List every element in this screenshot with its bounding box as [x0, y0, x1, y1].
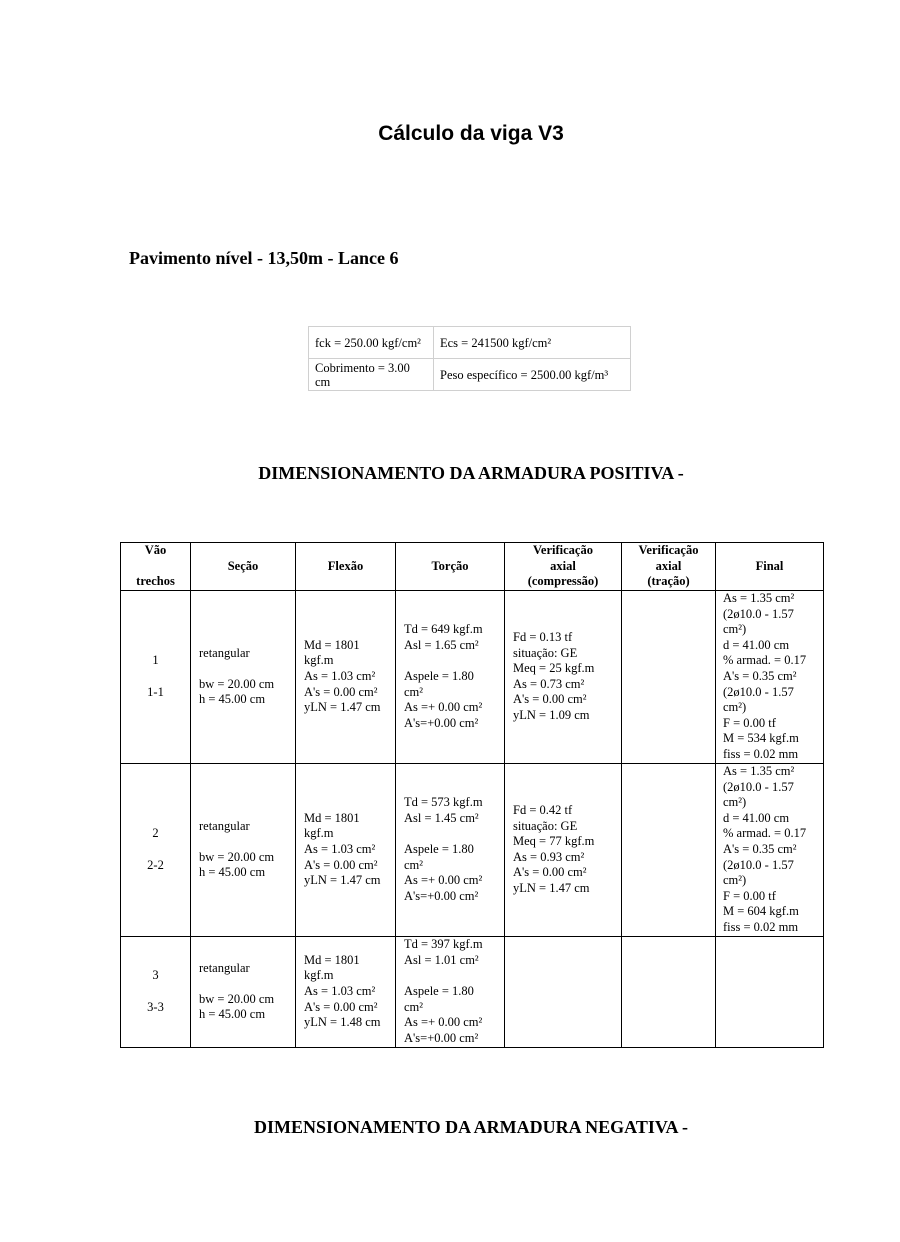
- compressao-cell: [505, 590, 622, 763]
- header-text: Verificação: [638, 543, 699, 557]
- asl-value: Asl = 1.65 cm²: [404, 637, 479, 652]
- vao-cell: [121, 936, 191, 1047]
- final-cell: [716, 936, 824, 1047]
- fd-value: Fd = 0.13 tf: [513, 630, 573, 644]
- as-linha-torcao-value: A's=+0.00 cm²: [404, 1030, 479, 1045]
- header-trechos: trechos: [136, 574, 175, 589]
- as-value: As = 1.03 cm²: [304, 668, 376, 683]
- table-header-row: [121, 543, 824, 591]
- table-row: [121, 936, 824, 1047]
- final-line: (2ø10.0 - 1.57 cm²): [723, 684, 794, 715]
- trecho-label: 1-1: [147, 684, 164, 699]
- as-value: As = 1.03 cm²: [304, 841, 376, 856]
- as-linha-compressao-value: A's = 0.00 cm²: [513, 692, 587, 707]
- secao-tipo: retangular: [199, 645, 250, 660]
- secao-cell: [191, 936, 296, 1047]
- vao-number: 2: [152, 826, 159, 841]
- situacao-value: situação: GE: [513, 645, 578, 660]
- final-line: d = 41.00 cm: [723, 810, 790, 825]
- header-flexao: Flexão: [296, 543, 396, 591]
- as-value: As = 1.03 cm²: [304, 983, 376, 998]
- final-line: F = 0.00 tf: [723, 888, 776, 903]
- as-torcao-value: As =+ 0.00 cm²: [404, 700, 483, 715]
- fck-cell: fck = 250.00 kgf/cm²: [309, 327, 434, 359]
- h-value: h = 45.00 cm: [199, 1007, 266, 1022]
- md-value: Md = 1801 kgf.m: [304, 952, 360, 983]
- header-vao: Vão: [144, 543, 167, 557]
- meq-value: Meq = 25 kgf.m: [513, 661, 595, 676]
- flexao-cell: [296, 590, 396, 763]
- compressao-cell: [505, 763, 622, 936]
- final-line: d = 41.00 cm: [723, 637, 790, 652]
- final-line: As = 1.35 cm²: [723, 764, 795, 779]
- header-verificacao-compressao: [505, 543, 622, 591]
- yln-value: yLN = 1.48 cm: [304, 1015, 381, 1030]
- table-row: [121, 590, 824, 763]
- final-line: (2ø10.0 - 1.57 cm²): [723, 606, 794, 637]
- tracao-cell: [622, 590, 716, 763]
- final-line: (2ø10.0 - 1.57 cm²): [723, 779, 794, 810]
- asl-value: Asl = 1.45 cm²: [404, 810, 479, 825]
- bw-value: bw = 20.00 cm: [199, 849, 275, 864]
- vao-number: 3: [152, 968, 159, 983]
- aspele-value: Aspele = 1.80 cm²: [404, 983, 474, 1014]
- tracao-cell: [622, 763, 716, 936]
- header-text: (compressão): [527, 574, 599, 589]
- meq-value: Meq = 77 kgf.m: [513, 834, 595, 849]
- torcao-cell: [396, 936, 505, 1047]
- tracao-cell: [622, 936, 716, 1047]
- h-value: h = 45.00 cm: [199, 692, 266, 707]
- cobrimento-cell: Cobrimento = 3.00 cm: [309, 359, 434, 391]
- negative-reinforcement-heading: DIMENSIONAMENTO DA ARMADURA NEGATIVA -: [253, 1117, 689, 1137]
- secao-cell: [191, 590, 296, 763]
- secao-tipo: retangular: [199, 960, 250, 975]
- floor-subtitle: Pavimento nível - 13,50m - Lance 6: [129, 248, 399, 268]
- aspele-value: Aspele = 1.80 cm²: [404, 841, 474, 872]
- as-linha-value: A's = 0.00 cm²: [304, 857, 378, 872]
- positive-reinforcement-table: [120, 542, 824, 1048]
- final-line: M = 604 kgf.m: [723, 904, 799, 919]
- header-vao-trechos: [121, 543, 191, 591]
- header-text: axial: [550, 558, 576, 573]
- final-line: (2ø10.0 - 1.57 cm²): [723, 857, 794, 888]
- bw-value: bw = 20.00 cm: [199, 676, 275, 691]
- vao-number: 1: [152, 653, 159, 668]
- params-row: [309, 327, 631, 359]
- vao-cell: [121, 763, 191, 936]
- as-linha-value: A's = 0.00 cm²: [304, 999, 378, 1014]
- final-line: fiss = 0.02 mm: [723, 746, 799, 761]
- final-line: A's = 0.35 cm²: [723, 841, 797, 856]
- vao-cell: [121, 590, 191, 763]
- md-value: Md = 1801 kgf.m: [304, 637, 360, 668]
- as-torcao-value: As =+ 0.00 cm²: [404, 873, 483, 888]
- bw-value: bw = 20.00 cm: [199, 991, 275, 1006]
- ecs-cell: Ecs = 241500 kgf/cm²: [434, 327, 631, 359]
- yln-value: yLN = 1.47 cm: [304, 700, 381, 715]
- aspele-value: Aspele = 1.80 cm²: [404, 668, 474, 699]
- final-line: % armad. = 0.17: [723, 826, 807, 841]
- final-line: A's = 0.35 cm²: [723, 668, 797, 683]
- as-linha-torcao-value: A's=+0.00 cm²: [404, 715, 479, 730]
- secao-cell: [191, 763, 296, 936]
- td-value: Td = 397 kgf.m: [404, 937, 483, 952]
- page-title: Cálculo da viga V3: [378, 122, 564, 145]
- header-secao: Seção: [191, 543, 296, 591]
- flexao-cell: [296, 763, 396, 936]
- final-line: fiss = 0.02 mm: [723, 919, 799, 934]
- header-verificacao-tracao: [622, 543, 716, 591]
- compressao-cell: [505, 936, 622, 1047]
- final-line: F = 0.00 tf: [723, 715, 776, 730]
- as-linha-value: A's = 0.00 cm²: [304, 684, 378, 699]
- header-torcao: Torção: [396, 543, 505, 591]
- trecho-label: 3-3: [147, 999, 164, 1014]
- fd-value: Fd = 0.42 tf: [513, 803, 573, 817]
- flexao-cell: [296, 936, 396, 1047]
- torcao-cell: [396, 763, 505, 936]
- header-text: (tração): [647, 574, 690, 589]
- table-row: [121, 763, 824, 936]
- yln-value: yLN = 1.47 cm: [304, 873, 381, 888]
- header-text: axial: [655, 558, 682, 573]
- md-value: Md = 1801 kgf.m: [304, 810, 360, 841]
- as-compressao-value: As = 0.93 cm²: [513, 849, 585, 864]
- final-line: % armad. = 0.17: [723, 653, 807, 668]
- as-compressao-value: As = 0.73 cm²: [513, 676, 585, 691]
- params-row: [309, 359, 631, 391]
- td-value: Td = 649 kgf.m: [404, 622, 483, 637]
- final-line: As = 1.35 cm²: [723, 591, 795, 606]
- as-linha-torcao-value: A's=+0.00 cm²: [404, 888, 479, 903]
- torcao-cell: [396, 590, 505, 763]
- asl-value: Asl = 1.01 cm²: [404, 952, 479, 967]
- td-value: Td = 573 kgf.m: [404, 795, 483, 810]
- trecho-label: 2-2: [147, 857, 164, 872]
- situacao-value: situação: GE: [513, 818, 578, 833]
- material-params-table: [308, 326, 631, 391]
- secao-tipo: retangular: [199, 818, 250, 833]
- final-cell: [716, 590, 824, 763]
- yln-compressao-value: yLN = 1.09 cm: [513, 707, 590, 722]
- positive-reinforcement-heading: DIMENSIONAMENTO DA ARMADURA POSITIVA -: [258, 463, 684, 483]
- peso-especifico-cell: Peso específico = 2500.00 kgf/m³: [434, 359, 631, 391]
- h-value: h = 45.00 cm: [199, 865, 266, 880]
- final-cell: [716, 763, 824, 936]
- as-torcao-value: As =+ 0.00 cm²: [404, 1015, 483, 1030]
- final-line: M = 534 kgf.m: [723, 731, 799, 746]
- header-text: Verificação: [533, 543, 593, 557]
- yln-compressao-value: yLN = 1.47 cm: [513, 880, 590, 895]
- header-final: Final: [716, 543, 824, 591]
- as-linha-compressao-value: A's = 0.00 cm²: [513, 865, 587, 880]
